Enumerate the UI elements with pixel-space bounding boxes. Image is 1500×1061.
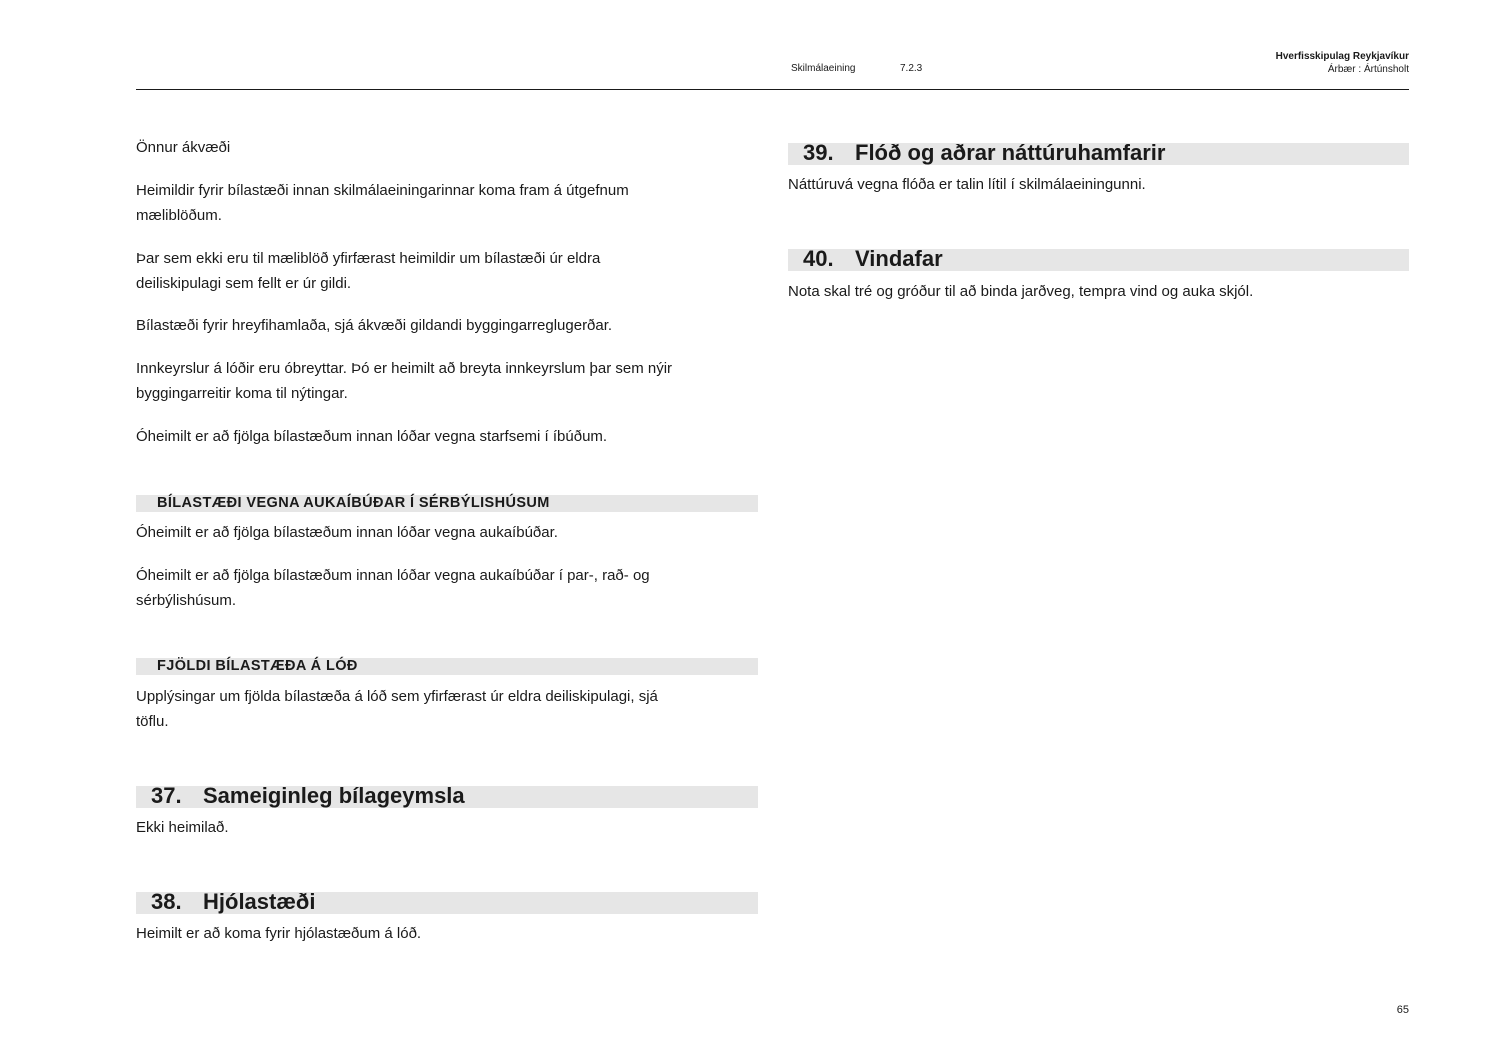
- paragraph-line: Þar sem ekki eru til mæliblöð yfirfærast heimildir um bílastæði úr eldra: [136, 250, 601, 267]
- section-heading-38: [136, 889, 758, 914]
- section-label: Skilmálaeining: [791, 63, 856, 74]
- page-number: 65: [1396, 1004, 1409, 1016]
- section-heading-40: [788, 246, 1409, 271]
- section-title: Hjólastæði: [203, 889, 316, 914]
- paragraph-line: Upplýsingar um fjölda bílastæða á lóð sem yfirfærast úr eldra deiliskipulagi, sjá: [136, 688, 658, 705]
- document-title: Hverfisskipulag Reykjavíkur: [1275, 51, 1409, 62]
- paragraph-line: Innkeyrslur á lóðir eru óbreyttar. Þó er heimilt að breyta innkeyrslum þar sem nýir: [136, 360, 673, 377]
- section-number: 7.2.3: [900, 63, 923, 74]
- document-header: [1276, 50, 1409, 76]
- paragraph: Ekki heimilað.: [136, 819, 229, 836]
- paragraph-line: Heimildir fyrir bílastæði innan skilmálaeiningarinnar koma fram á útgefnum: [136, 182, 629, 199]
- header-divider: [136, 89, 1409, 90]
- paragraph: Náttúruvá vegna flóða er talin lítil í skilmálaeiningunni.: [788, 176, 1146, 193]
- paragraph-line: byggingarreitir koma til nýtingar.: [136, 385, 348, 402]
- section-heading-37: [136, 783, 758, 808]
- section-title: Sameiginleg bílageymsla: [203, 783, 465, 808]
- subheading-parking-count: FJÖLDI BÍLASTÆÐA Á LÓÐ: [136, 658, 758, 675]
- paragraph-line: sérbýlishúsum.: [136, 592, 237, 609]
- subheading-parking-secondary-units: BÍLASTÆÐI VEGNA AUKAÍBÚÐAR Í SÉRBÝLISHÚSUM: [136, 495, 758, 512]
- paragraph: Heimilt er að koma fyrir hjólastæðum á lóð.: [136, 925, 422, 942]
- paragraph-line: Óheimilt er að fjölga bílastæðum innan lóðar vegna aukaíbúðar í par-, rað- og: [136, 567, 650, 584]
- paragraph: Óheimilt er að fjölga bílastæðum innan lóðar vegna aukaíbúðar.: [136, 524, 558, 541]
- paragraph-line: mæliblöðum.: [136, 207, 222, 224]
- section-number: 37.: [151, 783, 182, 808]
- section-title: Vindafar: [855, 246, 943, 271]
- section-number: 40.: [803, 246, 834, 271]
- paragraph: Önnur ákvæði: [136, 139, 231, 156]
- document-subtitle: Árbær : Ártúnsholt: [1327, 64, 1409, 75]
- section-number: 39.: [803, 140, 834, 165]
- paragraph: Óheimilt er að fjölga bílastæðum innan lóðar vegna starfsemi í íbúðum.: [136, 428, 608, 445]
- section-heading-39: [788, 140, 1409, 165]
- paragraph: Nota skal tré og gróður til að binda jarðveg, tempra vind og auka skjól.: [788, 283, 1254, 300]
- section-number: 38.: [151, 889, 182, 914]
- section-title: Flóð og aðrar náttúruhamfarir: [855, 140, 1166, 165]
- paragraph-line: deiliskipulagi sem fellt er úr gildi.: [136, 275, 352, 292]
- paragraph-line: töflu.: [136, 713, 169, 730]
- paragraph: Bílastæði fyrir hreyfihamlaða, sjá ákvæði gildandi byggingarreglugerðar.: [136, 317, 613, 334]
